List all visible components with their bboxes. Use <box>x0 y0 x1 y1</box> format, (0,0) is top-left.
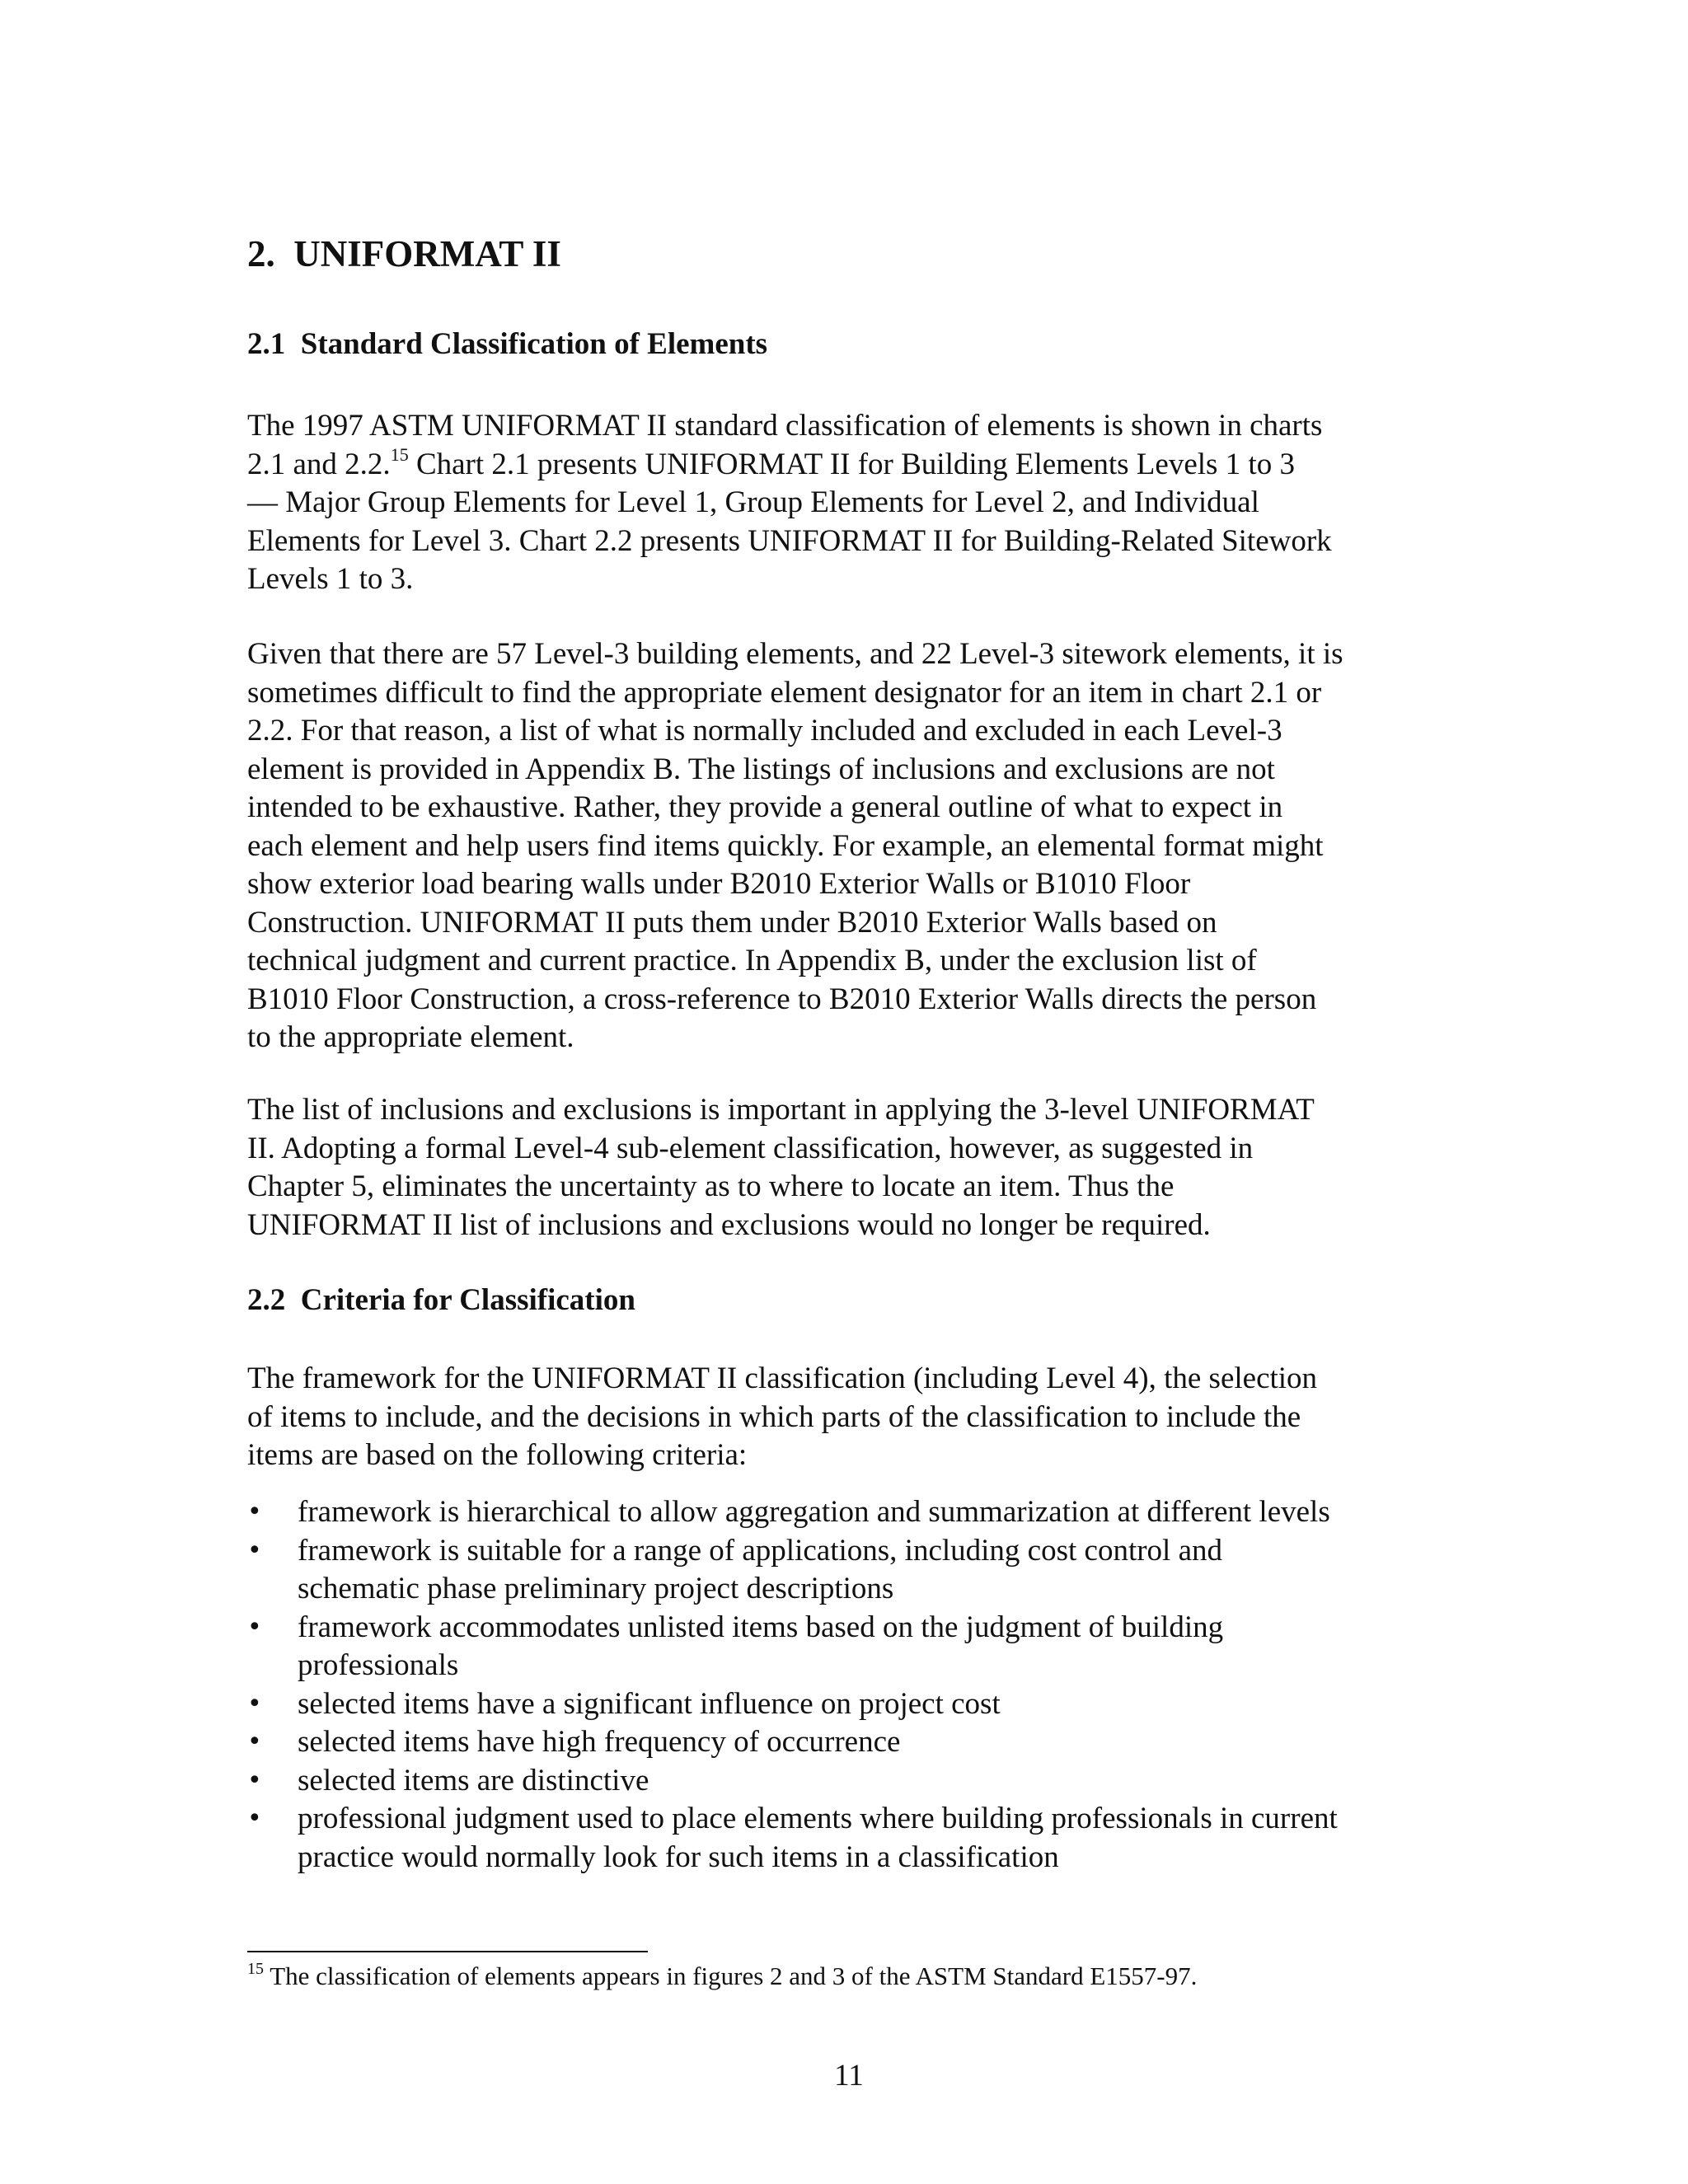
text-line: sometimes difficult to find the appropriate element designator for an item in chart 2.1 or <box>247 675 1322 710</box>
text-line: Chapter 5, eliminates the uncertainty as to where to locate an item. Thus the <box>247 1169 1175 1203</box>
text-line: Construction. UNIFORMAT II puts them under B2010 Exterior Walls based on <box>247 905 1217 940</box>
text-line: The framework for the UNIFORMAT II classification (including Level 4), the selection <box>247 1361 1318 1395</box>
text-line: to the appropriate element. <box>247 1020 574 1054</box>
text-line: each element and help users find items quickly. For example, an elemental format might <box>247 828 1324 863</box>
footnote <box>247 1960 1197 1993</box>
text-line: II. Adopting a formal Level-4 sub-element classification, however, as suggested in <box>247 1131 1254 1165</box>
text-line: Elements for Level 3. Chart 2.2 presents UNIFORMAT II for Building-Related Sitework <box>247 523 1332 558</box>
bullet-icon: • <box>247 1727 262 1756</box>
text-line: Levels 1 to 3. <box>247 562 414 596</box>
footnote-reference[interactable]: 15 <box>390 443 409 465</box>
criteria-bullet-list <box>247 1493 1451 1877</box>
list-item-text: framework is suitable for a range of applications, including cost control and <box>298 1533 1222 1568</box>
list-item <box>247 1723 1451 1762</box>
text-line: — Major Group Elements for Level 1, Group Elements for Level 2, and Individual <box>247 485 1259 519</box>
list-item-text: framework accommodates unlisted items based on the judgment of building <box>298 1610 1224 1644</box>
list-item-text: professionals <box>298 1648 459 1682</box>
list-item-text: framework is hierarchical to allow aggregation and summarization at different levels <box>298 1495 1330 1529</box>
text-line: technical judgment and current practice. In Appendix B, under the exclusion list of <box>247 944 1257 977</box>
list-item <box>247 1800 1451 1877</box>
footnote-separator <box>247 1951 648 1952</box>
text-line: The list of inclusions and exclusions is important in applying the 3-level UNIFORMAT <box>247 1093 1315 1127</box>
bullet-icon: • <box>247 1535 262 1565</box>
text-line: of items to include, and the decisions in which parts of the classification to include the <box>247 1399 1301 1434</box>
footnote-number: 15 <box>247 1960 264 1978</box>
list-item-text: selected items have high frequency of occurrence <box>298 1725 901 1759</box>
bullet-icon: • <box>247 1612 262 1642</box>
section-2-1-paragraph-1 <box>247 407 1451 599</box>
text-line: B1010 Floor Construction, a cross-reference to B2010 Exterior Walls directs the person <box>247 982 1317 1016</box>
text-fragment: Chart 2.1 presents UNIFORMAT II for Building Elements Levels 1 to 3 <box>408 447 1295 481</box>
list-item-text: schematic phase preliminary project descriptions <box>298 1572 894 1605</box>
bullet-icon: • <box>247 1497 262 1526</box>
text-line: UNIFORMAT II list of inclusions and exclusions would no longer be required. <box>247 1207 1211 1242</box>
list-item <box>247 1493 1451 1532</box>
section-2-1-paragraph-3 <box>247 1091 1451 1244</box>
text-line: items are based on the following criteria: <box>247 1438 748 1472</box>
bullet-icon: • <box>247 1804 262 1833</box>
document-page <box>247 0 1451 2184</box>
list-item <box>247 1532 1451 1609</box>
text-line: The 1997 ASTM UNIFORMAT II standard classification of elements is shown in charts <box>247 409 1323 443</box>
list-item-text: selected items have a significant influence on project cost <box>298 1686 1001 1721</box>
bullet-icon: • <box>247 1689 262 1718</box>
text-fragment: 2.1 and 2.2. <box>247 447 391 481</box>
bullet-icon: • <box>247 1765 262 1795</box>
list-item <box>247 1685 1451 1724</box>
list-item <box>247 1609 1451 1685</box>
list-item <box>247 1762 1451 1801</box>
text-line: intended to be exhaustive. Rather, they provide a general outline of what to expect in <box>247 790 1283 824</box>
footnote-text: The classification of elements appears in figures 2 and 3 of the ASTM Standard E1557-97. <box>264 1961 1198 1990</box>
list-item-text: practice would normally look for such items in a classification <box>298 1840 1059 1874</box>
page-number: 11 <box>834 2059 864 2093</box>
list-item-text: professional judgment used to place elements where building professionals in current <box>298 1802 1338 1835</box>
text-line: 2.2. For that reason, a list of what is normally included and excluded in each Level-3 <box>247 714 1282 748</box>
list-item-text: selected items are distinctive <box>298 1763 649 1797</box>
section-2-2-paragraph-1 <box>247 1360 1451 1475</box>
section-2-1-paragraph-2 <box>247 635 1451 1057</box>
section-heading-2-2: 2.2 Criteria for Classification <box>247 1283 635 1317</box>
text-line: Given that there are 57 Level-3 building elements, and 22 Level-3 sitework elements, it is <box>247 637 1343 671</box>
section-heading-2-1: 2.1 Standard Classification of Elements <box>247 327 768 361</box>
text-line: element is provided in Appendix B. The listings of inclusions and exclusions are not <box>247 752 1275 786</box>
text-line: show exterior load bearing walls under B2010 Exterior Walls or B1010 Floor <box>247 867 1191 901</box>
chapter-title: 2. UNIFORMAT II <box>247 233 561 274</box>
text-line-with-footnote-ref <box>247 443 1451 485</box>
